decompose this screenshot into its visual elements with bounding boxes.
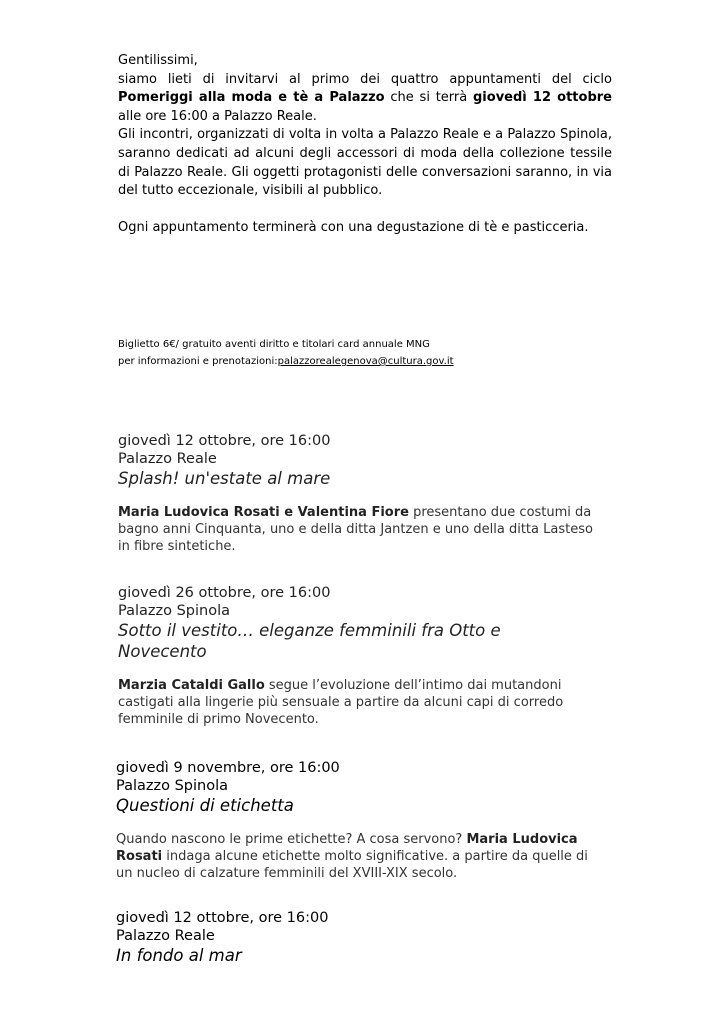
description-paragraph: Gli incontri, organizzati di volta in volta a Palazzo Reale e a Palazzo Spinola, saranno dedicati ad alcuni degli accessori di moda della collezione tessile di Palazzo Reale. Gli oggetti protagonisti delle conversazioni saranno, in via del tutto eccezionale, visibili al pubblico. — [118, 127, 612, 199]
greeting: Gentilissimi, — [118, 53, 198, 68]
event-description-text: presentano due costumi da bagno anni Cinquanta, uno e della ditta Jantzen e uno della ditta Lasteso in fibre sintetiche. — [118, 505, 593, 554]
invitation-text: siamo lieti di invitarvi al primo dei quattro appuntamenti del ciclo — [118, 71, 612, 87]
event-title: Splash! un'estate al mare — [118, 469, 331, 488]
invitation-text: alle ore 16:00 a Palazzo Reale. — [118, 108, 317, 124]
event-date: giovedì 26 ottobre, ore 16:00 — [118, 585, 331, 601]
event-4 — [116, 910, 606, 966]
event-venue: Palazzo Spinola — [116, 777, 229, 794]
event-speakers: Maria Ludovica Rosati — [116, 832, 578, 864]
spacer — [118, 201, 612, 220]
first-event-date: giovedì 12 ottobre — [473, 90, 612, 106]
event-3 — [116, 760, 606, 882]
event-title: Sotto il vestito… eleganze femminili fra Otto e Novecento — [118, 621, 501, 661]
event-description-text: Quando nascono le prime etichette? A cosa servono? — [116, 832, 467, 847]
event-date: giovedì 9 novembre, ore 16:00 — [116, 760, 340, 776]
booking-info — [118, 353, 454, 370]
booking-email-link[interactable]: palazzorealegenova@cultura.gov.it — [277, 356, 454, 367]
invitation-text: che si terrà — [384, 90, 473, 106]
event-title: In fondo al mar — [116, 946, 242, 965]
event-date: giovedì 12 ottobre, ore 16:00 — [116, 910, 329, 926]
booking-label: per informazioni e prenotazioni: — [118, 356, 278, 367]
invitation-paragraph — [118, 71, 612, 127]
event-description — [118, 504, 608, 555]
event-venue: Palazzo Reale — [116, 927, 215, 944]
event-1 — [118, 433, 608, 555]
ticket-info — [118, 336, 454, 370]
event-venue: Palazzo Reale — [118, 450, 217, 467]
event-venue: Palazzo Spinola — [118, 602, 231, 619]
event-description — [118, 677, 608, 728]
event-description-text: segue l’evoluzione dell’intimo dai mutandoni castigati alla lingerie più sensuale a partire da alcuni capi di corredo femminile di primo Novecento. — [118, 678, 564, 727]
tasting-paragraph: Ogni appuntamento terminerà con una degustazione di tè e pasticceria. — [118, 220, 589, 236]
event-speakers: Maria Ludovica Rosati e Valentina Fiore — [118, 505, 409, 520]
event-speakers: Marzia Cataldi Gallo — [118, 678, 265, 693]
invitation-body — [118, 52, 612, 238]
event-2 — [118, 585, 608, 728]
event-date: giovedì 12 ottobre, ore 16:00 — [118, 433, 331, 449]
ticket-price: Biglietto 6€/ gratuito aventi diritto e titolari card annuale MNG — [118, 339, 430, 350]
event-description-text: indaga alcune etichette molto significative. a partire da quelle di un nucleo di calzature femminili del XVIII-XIX secolo. — [116, 849, 588, 881]
cycle-name: Pomeriggi alla moda e tè a Palazzo — [118, 90, 385, 106]
event-description — [116, 831, 606, 882]
event-title: Questioni di etichetta — [116, 796, 294, 815]
